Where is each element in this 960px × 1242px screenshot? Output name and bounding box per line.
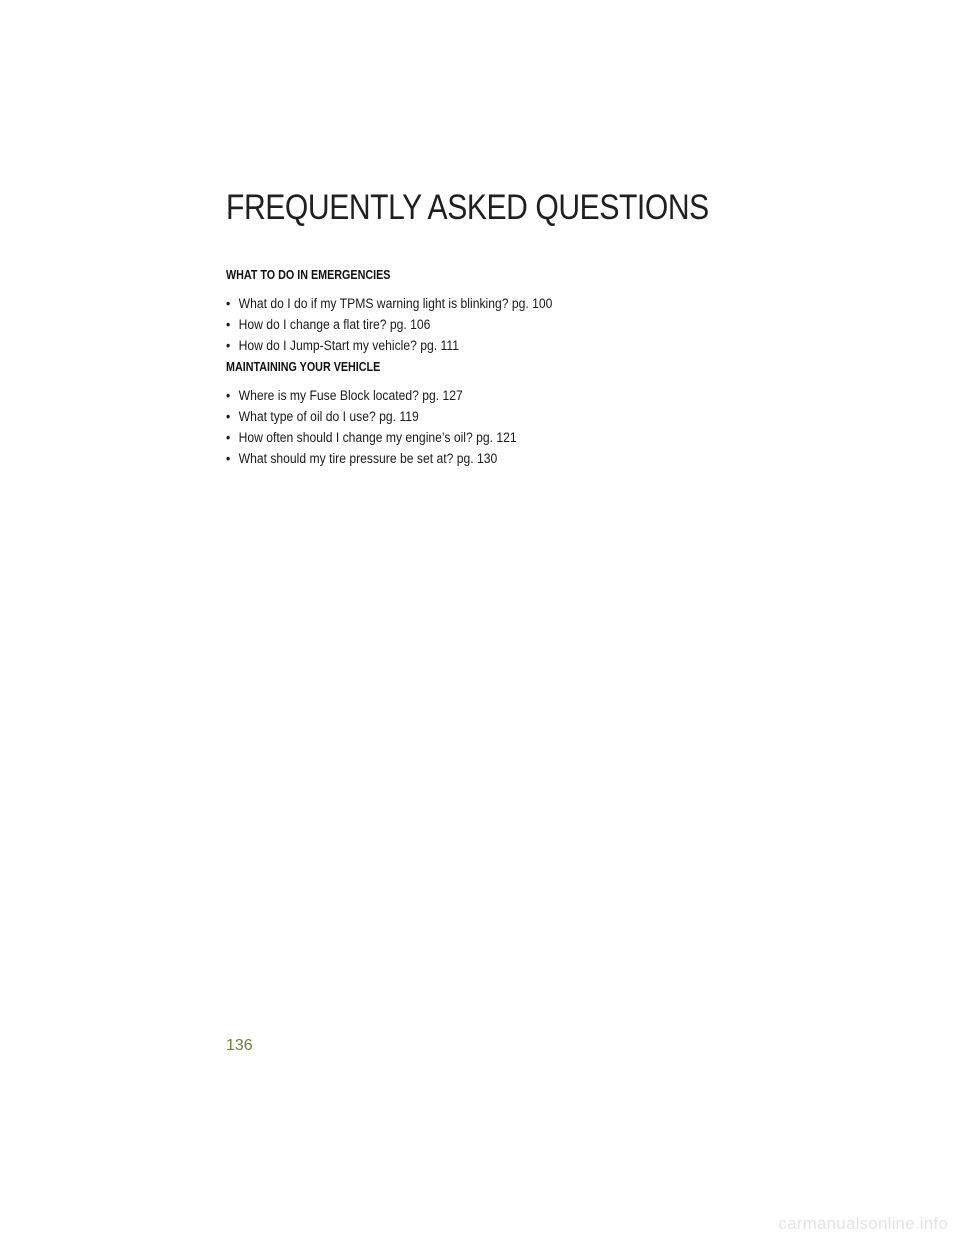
- page-number: 136: [226, 1037, 253, 1054]
- bullet-icon: •: [226, 388, 231, 403]
- faq-question: Where is my Fuse Block located? pg. 127: [238, 388, 463, 403]
- list-item: [226, 385, 802, 406]
- bullet-icon: •: [226, 317, 231, 332]
- faq-list: [226, 385, 866, 469]
- bullet-icon: •: [226, 451, 231, 466]
- faq-question: How often should I change my engine’s oil? pg. 121: [238, 430, 517, 445]
- faq-question: What do I do if my TPMS warning light is blinking? pg. 100: [238, 296, 553, 311]
- section-heading: MAINTAINING YOUR VEHICLE: [226, 360, 381, 374]
- list-item: [226, 293, 802, 314]
- section-heading: WHAT TO DO IN EMERGENCIES: [226, 268, 391, 282]
- list-item: [226, 314, 802, 335]
- section-maintaining: [226, 360, 866, 469]
- bullet-icon: •: [226, 296, 231, 311]
- list-item: [226, 427, 802, 448]
- faq-list: [226, 293, 866, 356]
- section-emergencies: [226, 268, 866, 356]
- faq-question: How do I Jump-Start my vehicle? pg. 111: [238, 338, 459, 353]
- list-item: [226, 335, 802, 356]
- page-title: FREQUENTLY ASKED QUESTIONS: [226, 188, 709, 227]
- faq-question: How do I change a flat tire? pg. 106: [238, 317, 431, 332]
- bullet-icon: •: [226, 430, 231, 445]
- bullet-icon: •: [226, 338, 231, 353]
- list-item: [226, 448, 802, 469]
- bullet-icon: •: [226, 409, 231, 424]
- faq-question: What should my tire pressure be set at? pg. 130: [238, 451, 498, 466]
- faq-question: What type of oil do I use? pg. 119: [238, 409, 419, 424]
- list-item: [226, 406, 802, 427]
- watermark: carmanualsonline.info: [778, 1214, 948, 1233]
